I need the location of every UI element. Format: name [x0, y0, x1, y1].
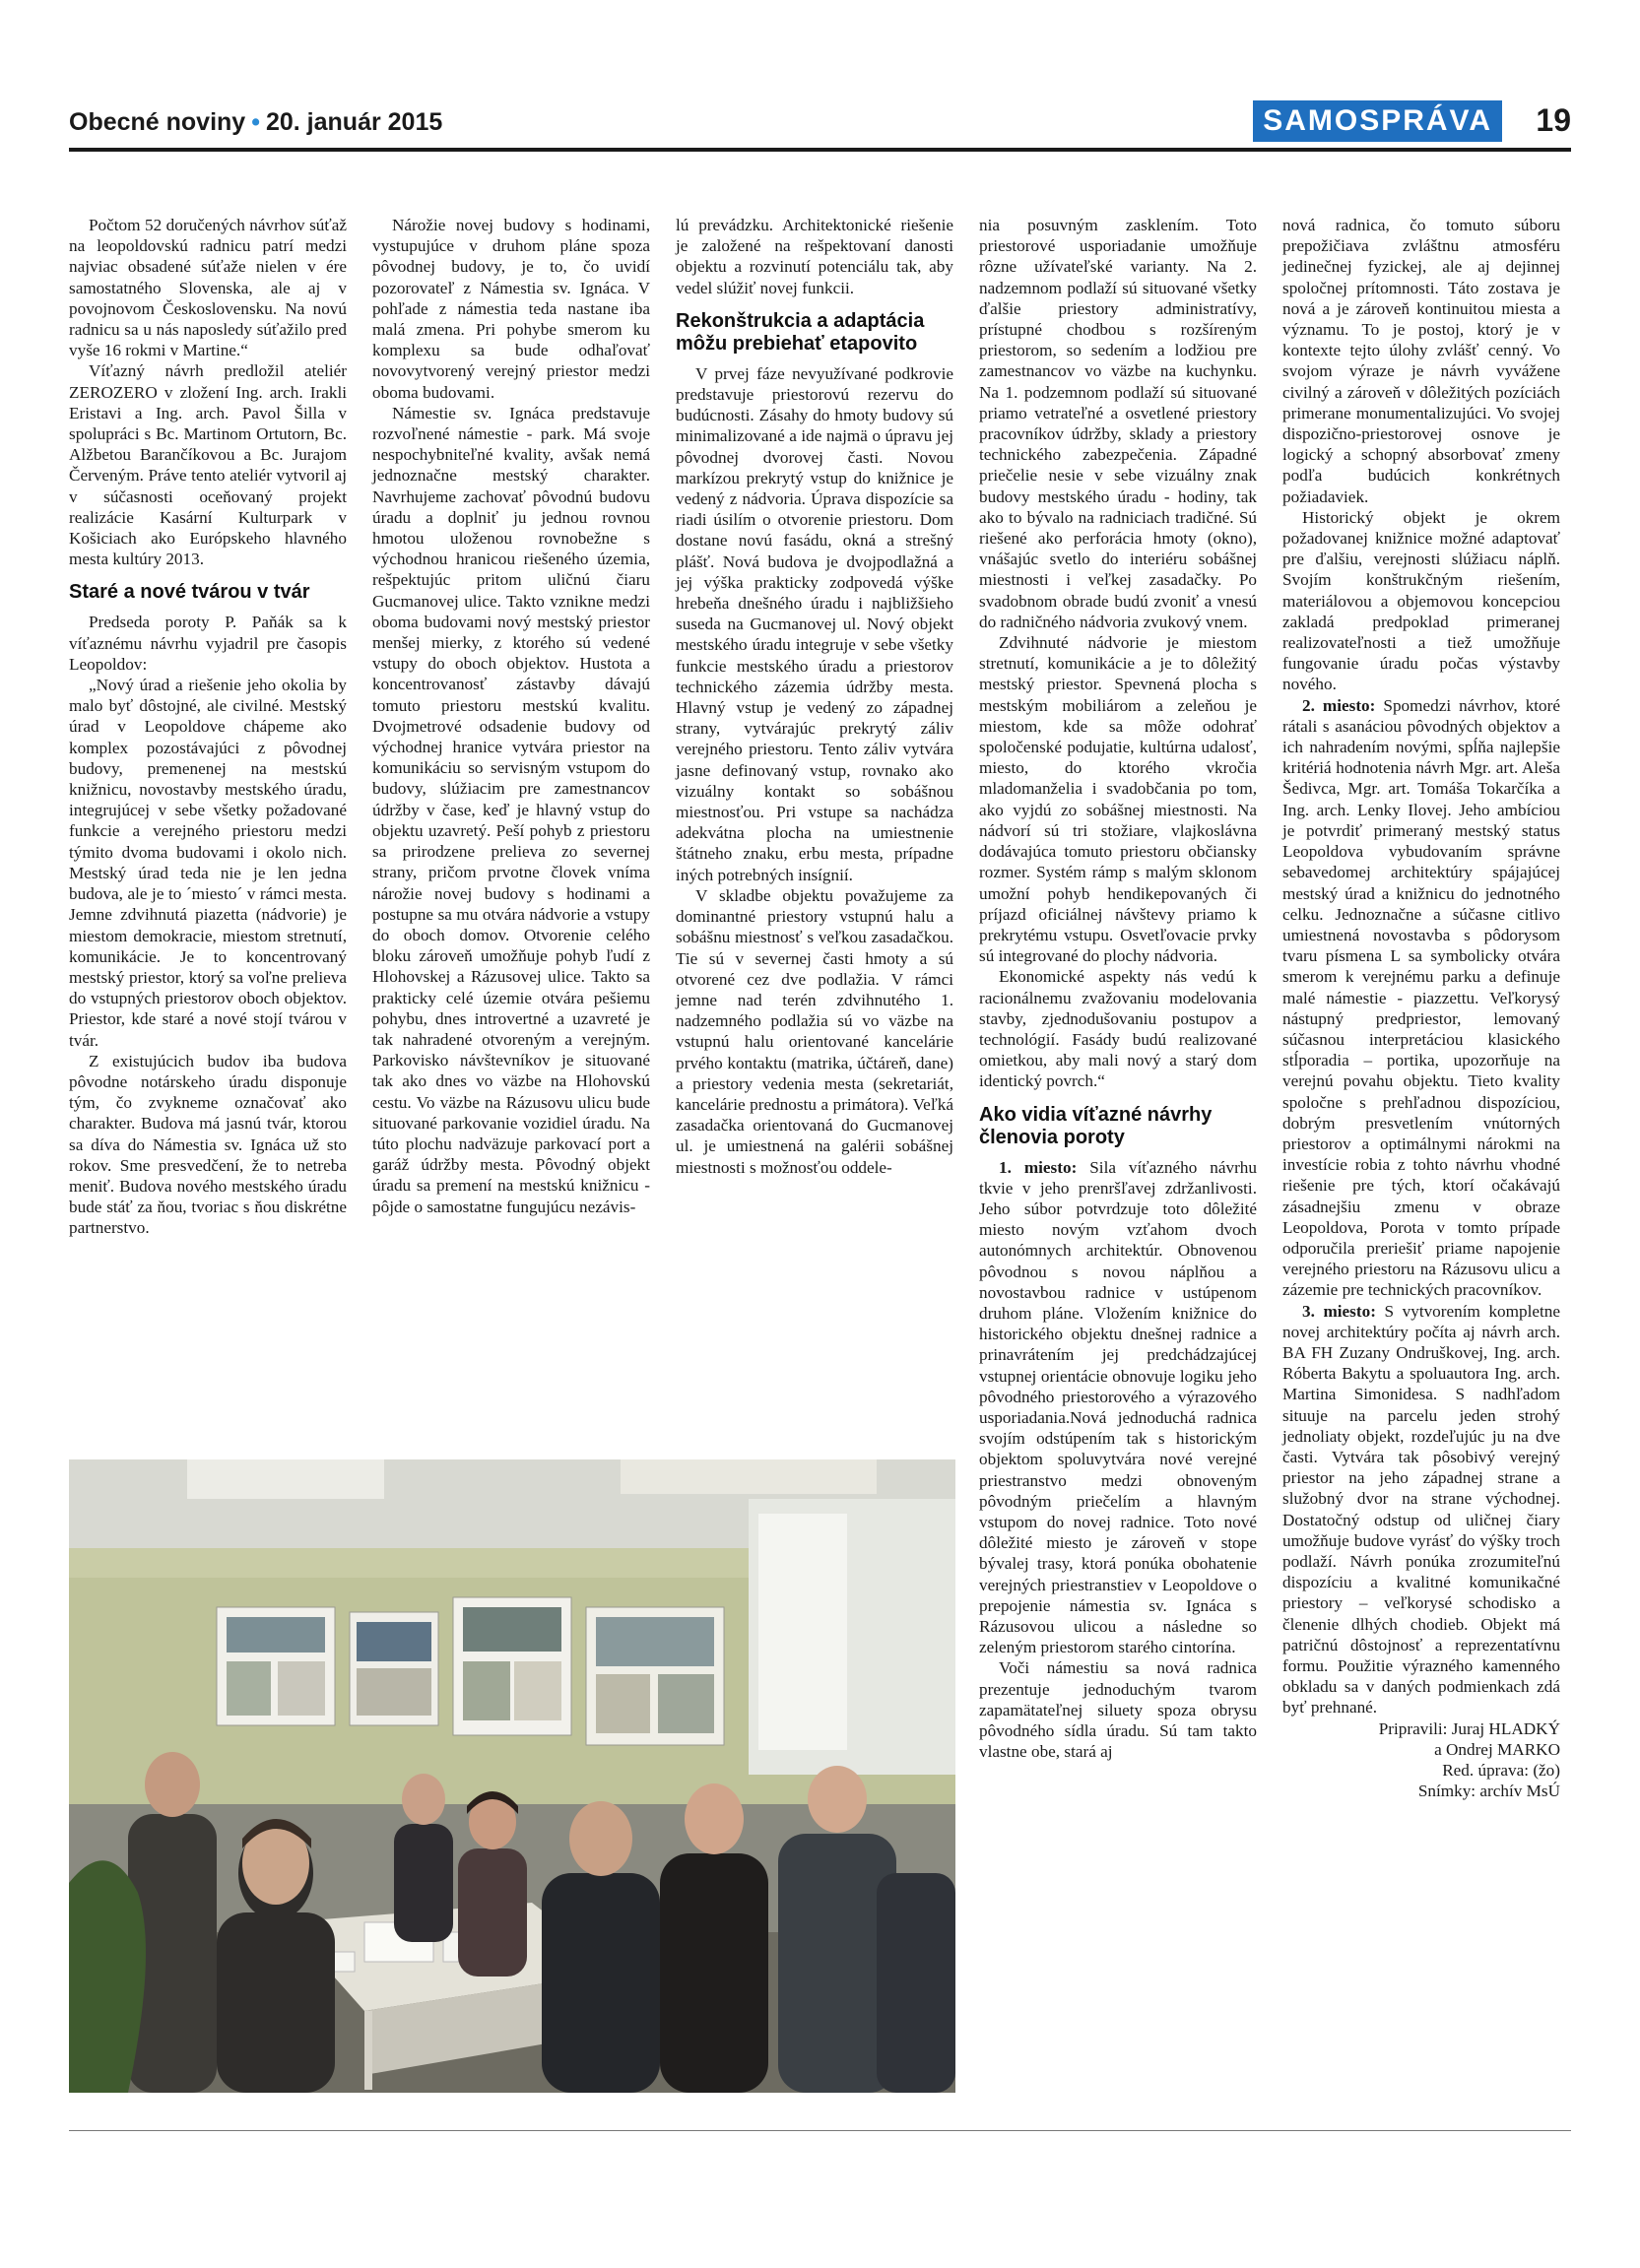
paragraph: Námestie sv. Ignáca predstavuje rozvoľnené námestie - park. Má svoje nespochybniteľné kvality, avšak nemá jednoznačne mestský charakter. Navrhujeme zachovať pôvodnú budovu úradu a doplniť ju jednou rovnou hmotou uloženou rovnobežne s východnou hranicou riešeného územia, rešpektujúc pritom uličnú čiaru Gucmanovej ulice. Takto vznikne medzi oboma budovami nový mestský priestor menšej mierky, z ktorého sú vedené vstupy do oboch objektov. Hustota a koncentrovanosť zástavby dávajú tomuto priestoru mestskú kvalitu. Dvojmetrové odsadenie budovy od východnej hranice vytvára priestor na komunikáciu so servisným vstupom do budovy, slúžiacim pre zamestnancov údržby v čase, keď je hlavný vstup do objektu uzavretý. Peší pohyb z priestoru sa prirodzene prelieva zo severnej strany, pričom prvotne človek vníma nárožie novej budovy s hodinami a postupne sa mu otvára nádvorie a vstupy do oboch domov. Otvorenie celého bloku zároveň umožňuje pohyb ľudí z Hlohovskej a Rázusovej ulice. Takto sa prakticky celé územie otvára pešiemu pohybu, dnes introvertné a uzavreté je tak nahradené otvoreným a verejným. Parkovisko návštevníkov je situované tak ako dnes vo väzbe na Hlohovskú cestu. Vo väzbe na Rázusovu ulicu bude situované parkovanie vozidiel úradu. Na túto plochu nadväzuje parkovací port a garáž údržby mesta. Pôvodný objekt úradu sa premení na mestskú knižnicu - pôjde o samostatne fungujúcu nezávis-	[372, 403, 650, 1216]
masthead	[69, 108, 442, 137]
paragraph: „Nový úrad a riešenie jeho okolia by malo byť dôstojné, ale civilné. Mestský úrad v Leopoldove chápeme ako komplex pozostávajúci z pôvodnej budovy, premenenej na mestskú knižnicu, novostavby mestského úradu, integrujúcej v sebe všetky požadované funkcie a verejného priestoru medzi týmito dvoma budovami i okolo nich. Mestský úrad teda nie je len jedna budova, ale je to ´miesto´ v rámci mesta. Jemne zdvihnutá piazetta (nádvorie) je miestom demokracie, miestom stretnutí, komunikácie. Je to koncentrovaný mestský priestor, ktorý sa voľne prelieva do vstupných priestorov oboch objektov. Priestor, kde staré a nové stojí tvárou v tvár.	[69, 676, 347, 1050]
paragraph: Voči námestiu sa nová radnica prezentuje jednoduchým tvarom zapamätateľnej siluety spoza obrysu pôvodného sídla úradu. Sú tam takto vlastne obe, stará aj	[979, 1658, 1257, 1762]
article-column-1	[69, 215, 347, 1239]
article-column-5	[1282, 215, 1560, 1801]
subheading: Ako vidia víťazné návrhy členovia poroty	[979, 1103, 1213, 1148]
paragraph: Ekonomické aspekty nás vedú k racionálnemu zvažovaniu modelovania stavby, zjednodušovaniu postupov a technológií. Fasády budú realizované omietkou, aby mali nový a starý dom identický povrch.“	[979, 967, 1257, 1091]
bottom-rule	[69, 2130, 1571, 2131]
page-header	[69, 97, 1571, 152]
paragraph-text: Spomedzi návrhov, ktoré rátali s asanáciou pôvodných objektov a ich nahradením novými, spĺňa najlepšie kritériá hodnotenia návrh Mgr. art. Aleša Šedivca, Mgr. art. Tomáša Tokarčíka a Ing. arch. Lenky Ilovej. Jeho ambíciou je potvrdiť primeraný mestský status Leopoldova vybudovaním správne sebavedomej architektúry spájajúcej mestský úrad a knižnicu do jednotného celku. Jednoznačne a súčasne citlivo umiestnená novostavba s pôdorysom tvaru písmena L sa symbolicky otvára smerom k verejnému parku a definuje malé námestie - piazzettu. Veľkorysý nástupný predpriestor, lemovaný súčasnou interpretáciou klasického stĺporadia – portika, upozorňuje na verejnú povahu objektu. Tieto kvality spoločne s prehľadnou dispozíciou, dobrým presvetlením vnútorných priestorov a optimálnymi nárokmi na investície robia z tohto návrhu vhodné riešenie pre tých, ktorí očakávajú zásadnejšiu zmenu v obraze Leopoldova, Porota v tomto prípade odporučila preriešiť priame napojenie verejného priestoru na Rázusovu ulicu a zázemie pre technických pracovníkov.	[1282, 695, 1561, 1300]
paper-name: Obecné noviny	[69, 108, 246, 136]
separator-dot: •	[251, 108, 260, 136]
paragraph: Historický objekt je okrem požadovanej knižnice možné adaptovať pre ďalšiu, verejnosti slúžiacu náplň. Svojím konštrukčným riešením, materiálovou a objemovou koncepciou zakladá predpoklad primeranej realizovateľnosti a tiež umožňuje fungovanie úradu počas výstavby nového.	[1282, 507, 1560, 694]
article-column-3	[676, 215, 953, 1178]
place-label: 2. miesto:	[1302, 695, 1376, 715]
section-label: SAMOSPRÁVA	[1253, 100, 1502, 142]
credit-line: Snímky: archív MsÚ	[1417, 1781, 1560, 1800]
paragraph: V skladbe objektu považujeme za dominantné priestory vstupnú halu a sobášnu miestnosť s veľkou zasadačkou. Tie sú v severnej časti hmoty a sú otvorené cez dve podlažia. V rámci jemne nad terén zdvihnutého 1. nadzemného podlažia sú vo väzbe na vstupnú halu orientované kancelárie prvého kontaktu (matrika, účtáreň, dane) a priestory vedenia mesta (sekretariát, kancelárie prednostu a primátora). Veľká zasadačka orientovaná do Gucmanovej ul. je umiestnená na galérii sobášnej miestnosti s možnosťou oddele-	[676, 885, 953, 1177]
credit-line: Red. úprava: (žo)	[1442, 1760, 1560, 1780]
paragraph: Nárožie novej budovy s hodinami, vystupujúce v druhom pláne spoza pôvodnej budovy, je to, čo uvidí pozorovateľ z Námestia sv. Ignáca. V pohľade z námestia teda nastane iba malá zmena. Pri pohybe smerom ku komplexu sa bude odhaľovať novovytvorený verejný priestor medzi oboma budovami.	[372, 216, 650, 402]
paragraph: V prvej fáze nevyužívané podkrovie predstavuje priestorovú rezervu do budúcnosti. Zásahy do hmoty budovy sú minimalizované a ide najmä o úpravu jej pôvodnej dvorovej časti. Novou markízou prekrytý vstup do knižnice je vedený z nádvoria. Úprava dispozície sa riadi úsilím o otvorenie priestoru. Dom dostane novú fasádu, okná a strešný plášť. Nová budova je dvojpodlažná a jej výška prakticky zodpovedá výške hrebeňa dnešného úradu i najbližšieho suseda na Gucmanovej ul. Nový objekt mestského úradu integruje v sebe všetky funkcie mestského úradu a priestorov technického zázemia údržby mesta. Hlavný vstup je vedený zo západnej strany, vytvárajúc prekrytý záliv verejného priestoru. Tento záliv vytvára jasne definovaný vstup, rovnako ako vizuálny kontakt so sobášnou miestnosťou. Pri vstupe sa nachádza adekvátna plocha na umiestnenie štátneho znaku, erbu mesta, prípadne iných potrebných insígnií.	[676, 363, 953, 884]
place-label: 3. miesto:	[1302, 1301, 1376, 1321]
credits	[1282, 1718, 1560, 1801]
issue-date: 20. január 2015	[265, 108, 443, 136]
subheading: Staré a nové tvárou v tvár	[69, 581, 310, 604]
paragraph: nová radnica, čo tomuto súboru prepožičiava zvláštnu atmosféru jedinečnej fyzickej, ale aj dejinnej spoločnej prítomnosti. Táto zostava je nová a je zároveň kontinuitou miesta a významu. To je postoj, ktorý je v kontexte tejto úlohy zvlášť cenný. Vo svojom výraze je návrh vyvážene civilný a zároveň v dôležitých pozíciách primerane monumentalizujúci. Vo svojej dispozično-priestorovej osnove je logický a schopný absorbovať zmeny podľa budúcich konkrétnych požiadaviek.	[1282, 216, 1560, 506]
paragraph: Víťazný návrh predložil ateliér ZEROZERO v zložení Ing. arch. Irakli Eristavi a Ing. arch. Pavol Šilla v spolupráci s Bc. Martinom Ortutorn, Bc. Alžbetou Barančíkovou a Bc. Jurajom Červeným. Práve tento ateliér vytvoril aj v súčasnosti oceňovaný projekt realizácie Kasární Kulturpark v Košiciach ako Európskeho hlavného mesta kultúry 2013.	[69, 361, 347, 569]
paragraph	[1282, 695, 1560, 1301]
paragraph: Predseda poroty P. Paňák sa k víťaznému návrhu vyjadril pre časopis Leopoldov:	[69, 613, 347, 674]
credit-line: Pripravili: Juraj HLADKÝ	[1378, 1718, 1560, 1738]
paragraph: lú prevádzku. Architektonické riešenie je založené na rešpektovaní danosti objektu a rozvinutí potenciálu tak, aby vedel slúžiť novej funkcii.	[676, 216, 953, 297]
paragraph-text: S vytvorením kompletne novej architektúry počíta aj návrh arch. BA FH Zuzany Ondruškovej, Ing. arch. Róberta Bakytu a spoluautora Ing. arch. Martina Simonidesa. S nadhľadom situuje na parcelu jeden strohý jednoliaty objekt, rozdeľujúc ju na dve časti. Vytvára tak pôsobivý verejný priestor na jeho západnej strane a služobný dvor na strane východnej. Dostatočný odstup od uličnej čiary umožňuje budove vyrásť do výšky troch podlaží. Návrh ponúka zrozumiteľnú dispozíciu a kvalitné komunikačné priestory – veľkorysé schodisko a členenie dlhých chodieb. Objekt má patričnú dôstojnosť a reprezentatívnu formu. Použitie výrazného kamenného obkladu sa v daných podmienkach zdá byť prehnané.	[1282, 1301, 1560, 1717]
page-number: 19	[1536, 102, 1571, 138]
exhibition-photo-illustration	[69, 1459, 955, 2093]
paragraph	[1282, 1301, 1560, 1718]
credit-line: a Ondrej MARKO	[1434, 1739, 1560, 1759]
paragraph: Zdvihnuté nádvorie je miestom stretnutí, komunikácie a je to dôležitý mestský priestor. Spevnená plocha s mestským mobiliárom a zeleňou je miestom, kde sa môže odohrať spoločenské podujatie, kultúrna udalosť, miesto, do ktorého vkročia mladomanželia i svadobčania po tom, ako vyjdú zo sobášnej miestnosti. Na nádvorí sú tri stožiare, vlajkoslávna dodávajúca tomuto priestoru občiansky rozmer. Systém rámp s malým sklonom umožní pohyb hendikepovaných či príjazd oficiálnej návštevy priamo k prekrytému vstupu. Osvetľovacie prvky sú integrované do plochy nádvoria.	[979, 633, 1257, 966]
subheading: Rekonštrukcia a adaptácia môžu prebiehať etapovito	[676, 309, 925, 355]
paragraph: Počtom 52 doručených návrhov súťaž na leopoldovskú radnicu patrí medzi najviac obsadené súťaže nielen v ére samostatného Slovenska, ale aj v povojnovom Československu. Na novú radnicu sa u nás naposledy súťažilo pred vyše 16 rokmi v Martine.“	[69, 216, 347, 360]
place-label: 1. miesto:	[999, 1157, 1078, 1177]
paragraph: Z existujúcich budov iba budova pôvodne notárskeho úradu disponuje tým, čo zvykneme označovať ako charakter. Budova má jasnú tvár, ktorou sa díva do Námestia sv. Ignáca už sto rokov. Sme presvedčení, že to netreba meniť. Budova nového mestského úradu bude stáť za ňou, tvoriac s ňou diskrétne partnerstvo.	[69, 1051, 347, 1238]
exhibition-photo	[69, 1459, 955, 2093]
paragraph: nia posuvným zasklením. Toto priestorové usporiadanie umožňuje rôzne užívateľské varianty. Na 2. nadzemnom podlaží sú situované všetky ďalšie priestory administratívy, prístupné chodbou s rozšíreným priestorom, so sedením a lodžiou pre zamestnancov vo väzbe na kuchynku. Na 1. podzemnom podlaží sú situované priamo vetrateľné a osvetlené priestory pracovníkov údržby, sklady a priestory technického zabezpečenia. Západné priečelie nesie v sebe vizuálny znak budovy mestského úradu - hodiny, tak ako to bývalo na radniciach tradičné. Sú riešené ako perforácia hmoty (okno), vnášajúc svetlo do interiéru sobášnej miestnosti i veľkej zasadačky. Po svadobnom obrade budú zvoniť a vnesú do radničného nádvoria zvukový vnem.	[979, 216, 1257, 631]
article-column-2	[372, 215, 650, 1217]
paragraph-text: Sila víťazného návrhu tkvie v jeho prenršľavej zdržanlivosti. Jeho súbor potvrdzuje toto dôležité miesto novým vzťahom dvoch autonómnych architektúr. Obnovenou pôvodnou s novou náplňou a novostavbou radnice v ustúpenom druhom pláne. Vložením knižnice do historického objektu dnešnej radnice a prinavrátením jej predchádzajúcej vstupnej orientácie obnovuje logiku jeho pôvodného priestorového a výrazového usporiadania.Nová jednoduchá radnica svojím odstúpením tak s historickým objektom spoluvytvára nové verejné priestranstvo medzi obnoveným pôvodným priečelím a hlavným vstupom do novej radnice. Toto nové dôležité miesto je zároveň v stope bývalej trasy, ktorá ponúka obohatenie verejných priestranstiev v Leopoldove o prepojenie námestia sv. Ignáca s Rázusovou ulicou a následne so zeleným priestorom starého cintorína.	[979, 1157, 1257, 1657]
article-column-4	[979, 215, 1257, 1762]
paragraph	[979, 1157, 1257, 1658]
